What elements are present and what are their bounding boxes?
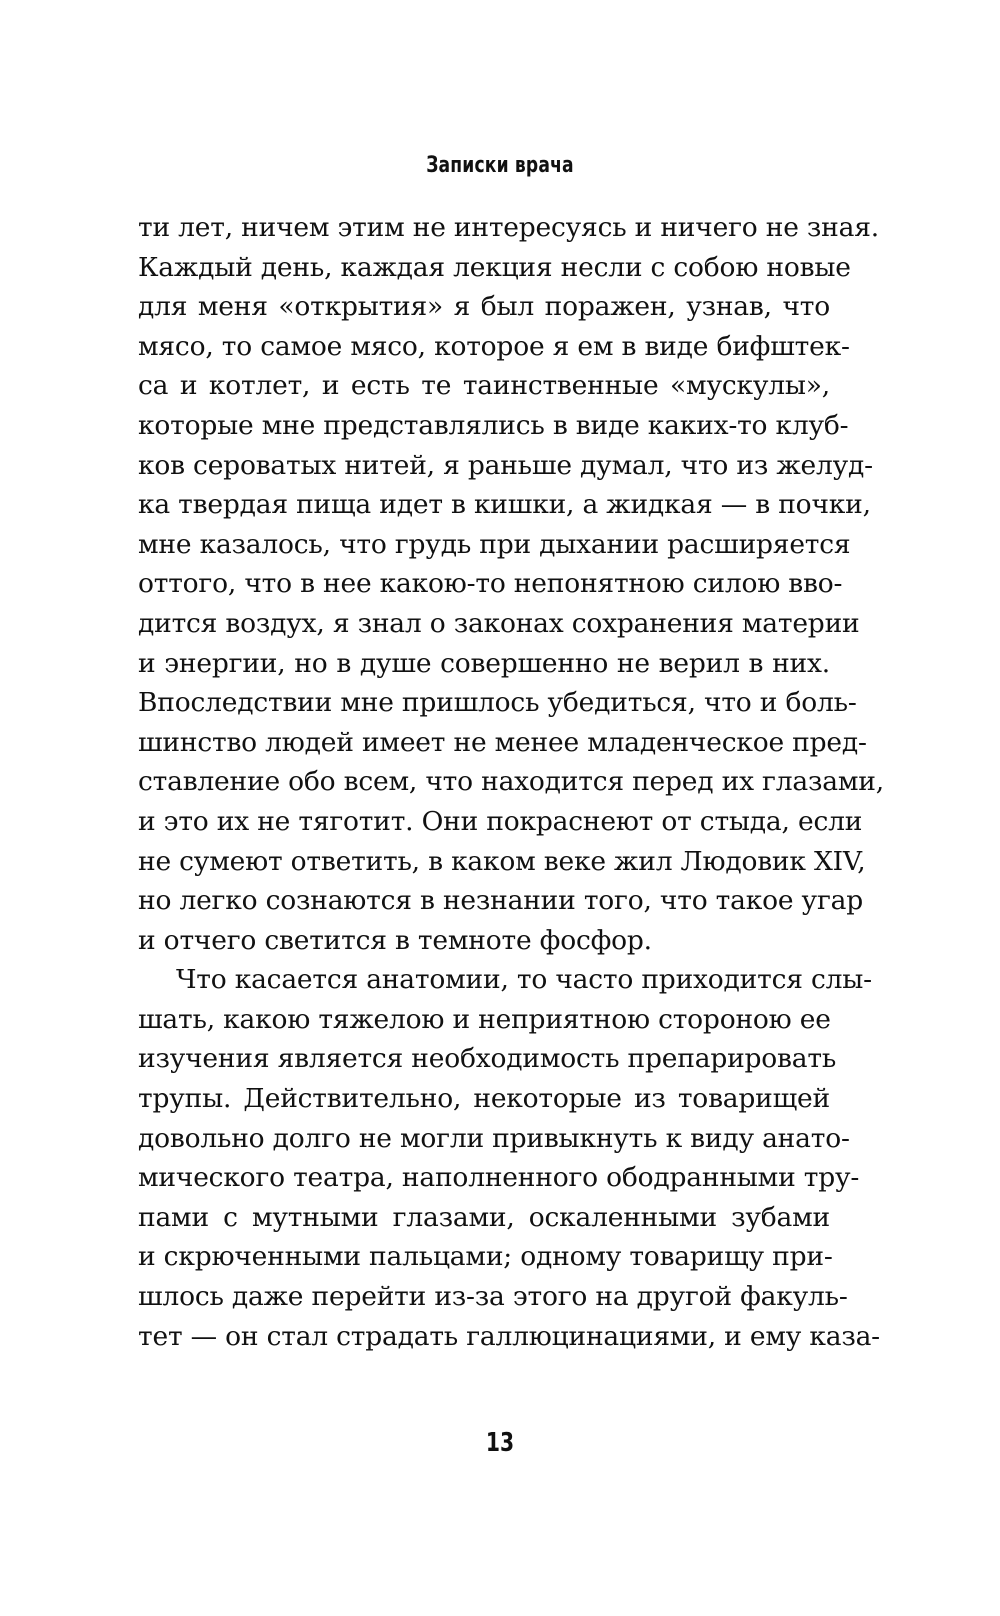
text-line: Что касается анатомии, то часто приходится слы-: [176, 964, 872, 996]
text-line: шинство людей имеет не менее младенческое пред-: [138, 726, 867, 758]
paragraph-2: [138, 960, 880, 1356]
text-line: дится воздух, я знал о законах сохранения материи: [138, 607, 860, 639]
text-line: ков сероватых нитей, я раньше думал, что из желуд-: [138, 449, 873, 481]
text-line: пами с мутными глазами, оскаленными зубами: [138, 1201, 830, 1233]
text-line: Впоследствии мне пришлось убедиться, что и боль-: [138, 687, 857, 719]
paragraph-1: [138, 208, 884, 960]
running-head: Записки врача: [426, 153, 574, 178]
text-line: оттого, что в нее какою-то непонятною силою вво-: [138, 568, 843, 600]
text-line: и отчего светится в темноте фосфор.: [138, 924, 652, 956]
text-line: и скрюченными пальцами; одному товарищу при-: [138, 1241, 833, 1273]
text-line: но легко сознаются в незнании того, что такое угар: [138, 885, 863, 917]
text-line: ти лет, ничем этим не интересуясь и ничего не зная.: [138, 212, 879, 243]
text-line: тет — он стал страдать галлюцинациями, и ему каза-: [138, 1320, 880, 1352]
text-line: изучения является необходимость препарировать: [138, 1043, 837, 1075]
text-line: для меня «открытия» я был поражен, узнав, что: [138, 291, 830, 323]
text-line: довольно долго не могли привыкнуть к виду анато-: [138, 1122, 850, 1154]
text-line: и это их не тяготит. Они покраснеют от стыда, если: [138, 805, 863, 837]
text-line: мического театра, наполненного ободранными тру-: [138, 1162, 860, 1194]
text-line: са и котлет, и есть те таинственные «мускулы»,: [138, 370, 830, 402]
text-line: мясо, то самое мясо, которое я ем в виде бифштек-: [138, 330, 850, 362]
text-line: Каждый день, каждая лекция несли с собою новые: [138, 251, 851, 283]
text-line: шлось даже перейти из-за этого на другой факуль-: [138, 1281, 848, 1313]
page-number: 13: [485, 1428, 515, 1458]
text-line: шать, какою тяжелою и неприятною стороною ее: [138, 1003, 831, 1035]
text-line: которые мне представлялись в виде каких-то клуб-: [138, 409, 849, 441]
text-line: ка твердая пища идет в кишки, а жидкая — в почки,: [138, 489, 871, 521]
text-line: ставление обо всем, что находится перед их глазами,: [138, 766, 884, 798]
text-line: мне казалось, что грудь при дыхании расширяется: [138, 528, 851, 560]
text-line: трупы. Действительно, некоторые из товарищей: [138, 1083, 830, 1115]
text-line: и энергии, но в душе совершенно не верил в них.: [138, 647, 830, 679]
text-line: не сумеют ответить, в каком веке жил Людовик XIV,: [138, 845, 866, 877]
body-text: [138, 208, 884, 1356]
